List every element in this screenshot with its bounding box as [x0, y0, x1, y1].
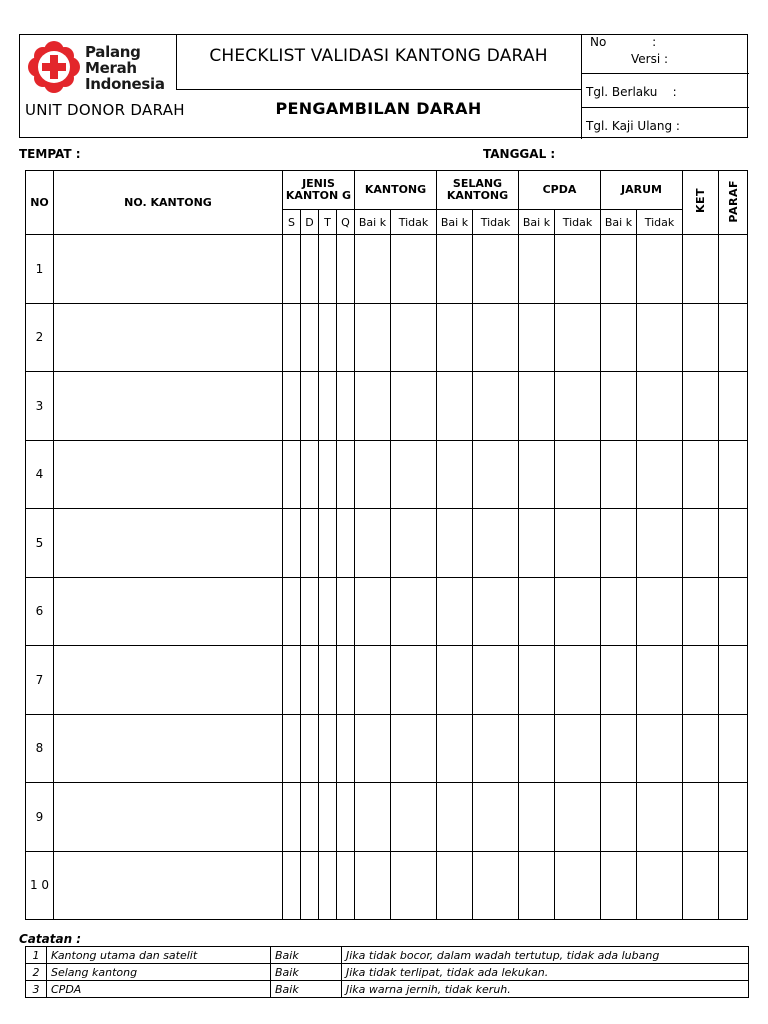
header-ket	[683, 171, 719, 235]
check-cell[interactable]	[519, 509, 555, 578]
check-cell[interactable]	[637, 646, 683, 715]
note-number: 2	[26, 964, 47, 981]
kantong-number-cell[interactable]	[54, 372, 283, 441]
sub-header-tidak: Tidak	[473, 210, 519, 235]
table-row	[26, 646, 748, 715]
sub-header-tidak: Tidak	[555, 210, 601, 235]
kantong-number-cell[interactable]	[54, 646, 283, 715]
check-cell[interactable]	[391, 372, 437, 441]
kantong-number-cell[interactable]	[54, 303, 283, 372]
logo-wordmark	[85, 44, 165, 92]
check-cell[interactable]	[601, 303, 637, 372]
check-cell[interactable]	[355, 646, 391, 715]
check-cell[interactable]	[437, 714, 473, 783]
note-number: 3	[26, 981, 47, 998]
check-cell[interactable]	[519, 851, 555, 920]
meta-versi: Versi :	[631, 52, 669, 66]
table-row	[26, 577, 748, 646]
check-cell[interactable]	[637, 372, 683, 441]
table-row	[26, 714, 748, 783]
check-cell[interactable]	[283, 646, 301, 715]
check-cell[interactable]	[283, 509, 301, 578]
check-cell[interactable]	[683, 235, 719, 304]
check-cell[interactable]	[555, 851, 601, 920]
check-cell[interactable]	[473, 646, 519, 715]
check-cell[interactable]	[473, 372, 519, 441]
check-cell[interactable]	[337, 303, 355, 372]
check-cell[interactable]	[519, 440, 555, 509]
check-cell[interactable]	[437, 783, 473, 852]
sub-header-baik: Bai k	[519, 210, 555, 235]
check-cell[interactable]	[473, 303, 519, 372]
header-jarum: JARUM	[601, 171, 683, 210]
divider	[176, 89, 581, 90]
check-cell[interactable]	[437, 577, 473, 646]
check-cell[interactable]	[355, 440, 391, 509]
check-cell[interactable]	[337, 577, 355, 646]
check-cell[interactable]	[555, 303, 601, 372]
check-cell[interactable]	[283, 577, 301, 646]
check-cell[interactable]	[319, 577, 337, 646]
check-cell[interactable]	[391, 509, 437, 578]
check-cell[interactable]	[683, 440, 719, 509]
row-number: 1 0	[26, 851, 54, 920]
red-cross-flower-icon	[27, 40, 81, 94]
note-description: Jika warna jernih, tidak keruh.	[342, 981, 749, 998]
sub-header-tidak: Tidak	[637, 210, 683, 235]
row-number: 4	[26, 440, 54, 509]
check-cell[interactable]	[337, 235, 355, 304]
row-number: 5	[26, 509, 54, 578]
note-status: Baik	[271, 981, 342, 998]
check-cell[interactable]	[301, 509, 319, 578]
logo-line: Indonesia	[85, 75, 165, 93]
check-cell[interactable]	[719, 714, 748, 783]
check-cell[interactable]	[601, 577, 637, 646]
check-cell[interactable]	[601, 440, 637, 509]
kantong-number-cell[interactable]	[54, 851, 283, 920]
check-cell[interactable]	[301, 440, 319, 509]
check-cell[interactable]	[391, 714, 437, 783]
check-cell[interactable]	[555, 440, 601, 509]
check-cell[interactable]	[719, 235, 748, 304]
sub-header-baik: Bai k	[437, 210, 473, 235]
check-cell[interactable]	[283, 235, 301, 304]
sub-header-s: S	[283, 210, 301, 235]
meta-no: No :	[590, 35, 657, 49]
check-cell[interactable]	[391, 646, 437, 715]
check-cell[interactable]	[719, 577, 748, 646]
check-cell[interactable]	[683, 851, 719, 920]
check-cell[interactable]	[283, 783, 301, 852]
check-cell[interactable]	[355, 372, 391, 441]
check-cell[interactable]	[473, 783, 519, 852]
divider	[581, 35, 582, 139]
check-cell[interactable]	[301, 646, 319, 715]
row-number: 9	[26, 783, 54, 852]
check-cell[interactable]	[355, 783, 391, 852]
check-cell[interactable]	[355, 303, 391, 372]
check-cell[interactable]	[473, 714, 519, 783]
check-cell[interactable]	[355, 714, 391, 783]
check-cell[interactable]	[473, 509, 519, 578]
check-cell[interactable]	[301, 372, 319, 441]
check-cell[interactable]	[601, 714, 637, 783]
meta-tgl-berlaku: Tgl. Berlaku :	[586, 85, 677, 99]
check-cell[interactable]	[283, 851, 301, 920]
check-cell[interactable]	[683, 303, 719, 372]
check-cell[interactable]	[437, 851, 473, 920]
check-cell[interactable]	[319, 509, 337, 578]
header-no-kantong: NO. KANTONG	[54, 171, 283, 235]
check-cell[interactable]	[719, 509, 748, 578]
check-cell[interactable]	[519, 577, 555, 646]
check-cell[interactable]	[391, 440, 437, 509]
check-cell[interactable]	[391, 783, 437, 852]
meta-tgl-kaji-ulang: Tgl. Kaji Ulang :	[586, 119, 680, 133]
document-header	[19, 34, 748, 138]
row-number: 8	[26, 714, 54, 783]
check-cell[interactable]	[555, 646, 601, 715]
note-description: Jika tidak terlipat, tidak ada lekukan.	[342, 964, 749, 981]
check-cell[interactable]	[437, 440, 473, 509]
row-number: 7	[26, 646, 54, 715]
check-cell[interactable]	[719, 372, 748, 441]
check-cell[interactable]	[337, 509, 355, 578]
check-cell[interactable]	[555, 509, 601, 578]
check-cell[interactable]	[301, 303, 319, 372]
check-cell[interactable]	[355, 235, 391, 304]
divider	[581, 107, 749, 108]
table-row	[26, 372, 748, 441]
check-cell[interactable]	[637, 851, 683, 920]
check-cell[interactable]	[601, 783, 637, 852]
check-cell[interactable]	[519, 303, 555, 372]
check-cell[interactable]	[683, 714, 719, 783]
header-cpda: CPDA	[519, 171, 601, 210]
check-cell[interactable]	[637, 714, 683, 783]
check-cell[interactable]	[555, 577, 601, 646]
kantong-number-cell[interactable]	[54, 783, 283, 852]
notes-table	[25, 946, 749, 998]
table-row	[26, 509, 748, 578]
header-kantong: KANTONG	[355, 171, 437, 210]
check-cell[interactable]	[555, 372, 601, 441]
checklist-table	[25, 170, 748, 920]
check-cell[interactable]	[391, 577, 437, 646]
table-row	[26, 235, 748, 304]
check-cell[interactable]	[683, 509, 719, 578]
check-cell[interactable]	[337, 372, 355, 441]
check-cell[interactable]	[601, 851, 637, 920]
check-cell[interactable]	[355, 577, 391, 646]
check-cell[interactable]	[683, 783, 719, 852]
logo-line: Palang	[85, 43, 141, 61]
note-row	[26, 981, 749, 998]
check-cell[interactable]	[391, 851, 437, 920]
check-cell[interactable]	[437, 372, 473, 441]
check-cell[interactable]	[519, 235, 555, 304]
check-cell[interactable]	[355, 509, 391, 578]
kantong-number-cell[interactable]	[54, 714, 283, 783]
note-item: Kantong utama dan satelit	[47, 947, 271, 964]
check-cell[interactable]	[519, 646, 555, 715]
table-row	[26, 783, 748, 852]
check-cell[interactable]	[719, 303, 748, 372]
header-paraf	[719, 171, 748, 235]
header-ket-label: KET	[694, 188, 707, 214]
check-cell[interactable]	[337, 783, 355, 852]
check-cell[interactable]	[319, 440, 337, 509]
check-cell[interactable]	[637, 577, 683, 646]
note-item: Selang kantong	[47, 964, 271, 981]
check-cell[interactable]	[301, 714, 319, 783]
check-cell[interactable]	[519, 783, 555, 852]
note-description: Jika tidak bocor, dalam wadah tertutup, tidak ada lubang	[342, 947, 749, 964]
header-paraf-label: PARAF	[726, 179, 740, 223]
check-cell[interactable]	[319, 783, 337, 852]
note-row	[26, 947, 749, 964]
check-cell[interactable]	[683, 646, 719, 715]
check-cell[interactable]	[473, 440, 519, 509]
check-cell[interactable]	[301, 851, 319, 920]
check-cell[interactable]	[283, 440, 301, 509]
note-item: CPDA	[47, 981, 271, 998]
check-cell[interactable]	[301, 235, 319, 304]
catatan-label: Catatan :	[19, 932, 82, 946]
check-cell[interactable]	[437, 235, 473, 304]
note-row	[26, 964, 749, 981]
check-cell[interactable]	[319, 714, 337, 783]
check-cell[interactable]	[637, 509, 683, 578]
table-row	[26, 303, 748, 372]
check-cell[interactable]	[683, 577, 719, 646]
check-cell[interactable]	[519, 372, 555, 441]
row-number: 6	[26, 577, 54, 646]
check-cell[interactable]	[719, 851, 748, 920]
check-cell[interactable]	[637, 303, 683, 372]
kantong-number-cell[interactable]	[54, 577, 283, 646]
header-selang-kantong: SELANG KANTONG	[437, 171, 519, 210]
check-cell[interactable]	[391, 303, 437, 372]
kantong-number-cell[interactable]	[54, 235, 283, 304]
check-cell[interactable]	[319, 303, 337, 372]
check-cell[interactable]	[601, 646, 637, 715]
check-cell[interactable]	[719, 646, 748, 715]
header-no: NO	[26, 171, 54, 235]
header-jenis-kantong: JENIS KANTON G	[283, 171, 355, 210]
check-cell[interactable]	[473, 851, 519, 920]
table-body	[26, 235, 748, 920]
check-cell[interactable]	[319, 235, 337, 304]
check-cell[interactable]	[283, 303, 301, 372]
check-cell[interactable]	[283, 372, 301, 441]
check-cell[interactable]	[337, 440, 355, 509]
check-cell[interactable]	[355, 851, 391, 920]
sub-header-q: Q	[337, 210, 355, 235]
sub-header-d: D	[301, 210, 319, 235]
check-cell[interactable]	[719, 440, 748, 509]
check-cell[interactable]	[601, 235, 637, 304]
row-number: 1	[26, 235, 54, 304]
pmi-logo	[27, 40, 167, 94]
check-cell[interactable]	[473, 235, 519, 304]
table-row	[26, 851, 748, 920]
check-cell[interactable]	[637, 783, 683, 852]
check-cell[interactable]	[437, 646, 473, 715]
sub-header-tidak: Tidak	[391, 210, 437, 235]
check-cell[interactable]	[555, 783, 601, 852]
check-cell[interactable]	[555, 235, 601, 304]
check-cell[interactable]	[637, 440, 683, 509]
divider	[581, 73, 749, 74]
note-status: Baik	[271, 964, 342, 981]
check-cell[interactable]	[601, 372, 637, 441]
tempat-label: TEMPAT :	[19, 147, 81, 161]
check-cell[interactable]	[637, 235, 683, 304]
check-cell[interactable]	[601, 509, 637, 578]
check-cell[interactable]	[301, 783, 319, 852]
check-cell[interactable]	[555, 714, 601, 783]
check-cell[interactable]	[301, 577, 319, 646]
kantong-number-cell[interactable]	[54, 440, 283, 509]
check-cell[interactable]	[337, 714, 355, 783]
check-cell[interactable]	[337, 851, 355, 920]
check-cell[interactable]	[337, 646, 355, 715]
check-cell[interactable]	[391, 235, 437, 304]
sub-header-t: T	[319, 210, 337, 235]
document-subtitle: PENGAMBILAN DARAH	[275, 99, 482, 118]
logo-line: Merah	[85, 59, 137, 77]
notes-body	[26, 947, 749, 998]
kantong-number-cell[interactable]	[54, 509, 283, 578]
note-status: Baik	[271, 947, 342, 964]
note-number: 1	[26, 947, 47, 964]
unit-name: UNIT DONOR DARAH	[25, 101, 185, 119]
check-cell[interactable]	[283, 714, 301, 783]
sub-header-baik: Bai k	[355, 210, 391, 235]
check-cell[interactable]	[437, 303, 473, 372]
row-number: 2	[26, 303, 54, 372]
check-cell[interactable]	[319, 851, 337, 920]
check-cell[interactable]	[719, 783, 748, 852]
check-cell[interactable]	[519, 714, 555, 783]
check-cell[interactable]	[319, 646, 337, 715]
check-cell[interactable]	[319, 372, 337, 441]
table-row	[26, 440, 748, 509]
check-cell[interactable]	[437, 509, 473, 578]
sub-header-baik: Bai k	[601, 210, 637, 235]
document-title: CHECKLIST VALIDASI KANTONG DARAH	[209, 46, 548, 66]
tanggal-label: TANGGAL :	[483, 147, 556, 161]
row-number: 3	[26, 372, 54, 441]
check-cell[interactable]	[683, 372, 719, 441]
check-cell[interactable]	[473, 577, 519, 646]
